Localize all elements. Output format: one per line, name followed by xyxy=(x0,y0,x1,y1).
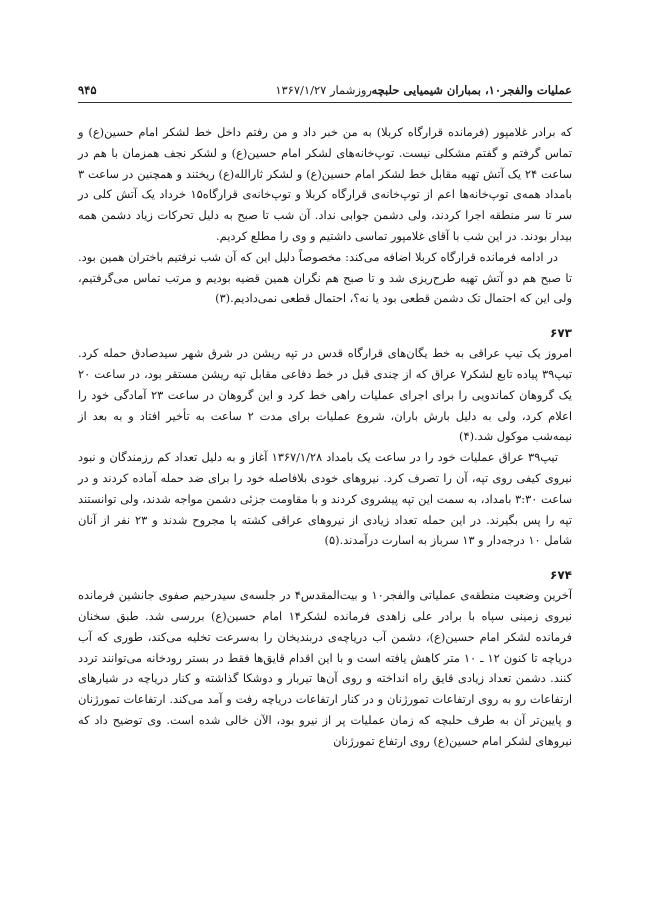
diary-date: روزشمار ۱۳۶۷/۱/۲۷ xyxy=(275,83,372,97)
section-number-674: ۶۷۴ xyxy=(550,568,572,583)
paragraph-5: آخرین وضعیت منطقه‌ی عملیاتی والفجر۱۰ و بیت‌المقدس۴ در جلسه‌ی سیدرحیم صفوی جانشین فرمانده نیروی زمینی سپاه با برادر علی زاهدی فرمانده لشکر۱۴ امام حسین(ع) بررسی شد. طبق سخنان فرمانده لشکر امام حسین(ع)، دشمن آب دریاچه‌ی دربندیخان را به‌سرعت تخلیه می‌کند، طوری که آب دریاچه تا کنون ۱۲ ـ ۱۰ متر کاهش یافته است و با این اقدام قایق‌ها فقط در بستر رودخانه می‌توانند تردد کنند. دشمن تعداد زیادی قایق راه انداخته و روی آن‌ها تیربار و دوشکا گذاشته و کنار دریاچه در شیارهای ارتفاعات رو به روی ارتفاعات تمورژنان و در کنار ارتفاعات دریاچه رفت و آمد می‌کند. ارتفاعات تمورژنان و پایین‌تر آن به طرف حلبچه که زمان عملیات پر از نیرو بود، الآن خالی شده است. وی توضیح داد که نیروهای لشکر امام حسین(ع) روی ارتفاع تمورژنان xyxy=(78,588,572,748)
paragraph-4: تیپ۳۹ عراق عملیات خود را در ساعت یک بامداد ۱۳۶۷/۱/۲۸ آغاز و به دلیل تعداد کم رزمندگان و نبود نیروی کیفی روی تپه، آن را تصرف کرد. نیروهای خودی بلافاصله خود را برای ضد حمله آماده کردند و در ساعت ۳:۳۰ بامداد، به سمت این تپه پیشروی کردند و با مقاومت جزئی دشمن مواجه شدند، ولی توانستند تپه را پس بگیرند. در این حمله تعداد زیادی از نیروهای عراقی کشته یا مجروح شدند و ۲۳ نفر از آنان شامل ۱۰ درجه‌دار و ۱۳ سرباز به اسارت درآمدند.(۵) xyxy=(78,450,573,548)
section-number-673: ۶۷۳ xyxy=(550,326,572,341)
running-header xyxy=(78,80,572,103)
page-number: ۹۴۵ xyxy=(78,83,97,97)
paragraph-1: که برادر غلامپور (فرمانده قرارگاه کربلا) به من خبر داد و من رفتم داخل خط لشکر امام حسین(ع) و تماس گرفتم و گفتم مشکلی نیست. توپ‌خانه‌های لشکر امام حسین(ع) و لشکر نجف همزمان با هم در ساعت ۲۴ یک آتش تهیه مقابل خط لشکر امام حسین(ع) و لشکر ثارالله(ع) ریختند و همچنین در ساعت ۳ بامداد همه‌ی توپ‌خانه‌ها اعم از توپ‌خانه‌ی قرارگاه کربلا و توپ‌خانه‌ی قرارگاه۱۵ خرداد یک آتش کلی در سر تا سر منطقه اجرا کردند، ولی دشمن جوابی نداد. آن شب تا صبح به دلیل تحرکات زیاد دشمن همه بیدار بودند. در این شب با آقای غلامپور تماسی داشتیم و وی را مطلع کردیم. xyxy=(78,125,572,243)
paragraph-3: امروز یک تیپ عراقی به خط یگان‌های قرارگاه قدس در تپه ریشن در شرق شهر سیدصادق حمله کرد. تیپ۳۹ پیاده تابع لشکر۷ عراق که از چندی قبل در خط دفاعی مقابل تپه ریشن مستقر بود، در ساعت ۲۰ یک گروهان کماندویی را برای اجرای عملیات راهی خط کرد و این گروهان در ساعت ۲۳ آمادگی خود را اعلام کرد، ولی به دلیل بارش باران، شروع عملیات برای مدت ۲ ساعت به تأخیر افتاد و به بعد از نیمه‌شب موکول شد.(۴) xyxy=(78,346,573,444)
paragraph-2: در ادامه فرمانده قرارگاه کربلا اضافه می‌کند: مخصوصاً دلیل این که آن شب نرفتیم باختران همین بود. تا صبح هم دو آتش تهیه طرح‌ریزی شد و تا صبح هم نگران همین قضیه بودیم و مرتب تماس می‌گرفتیم، ولی این که احتمال تک دشمن قطعی بود یا نه؟، احتمال قطعی نمی‌دادیم.(۳) xyxy=(78,249,572,306)
page-body xyxy=(78,122,572,752)
chapter-title: عملیات والفجر۱۰، بمباران شیمیایی حلبچه xyxy=(371,83,572,97)
